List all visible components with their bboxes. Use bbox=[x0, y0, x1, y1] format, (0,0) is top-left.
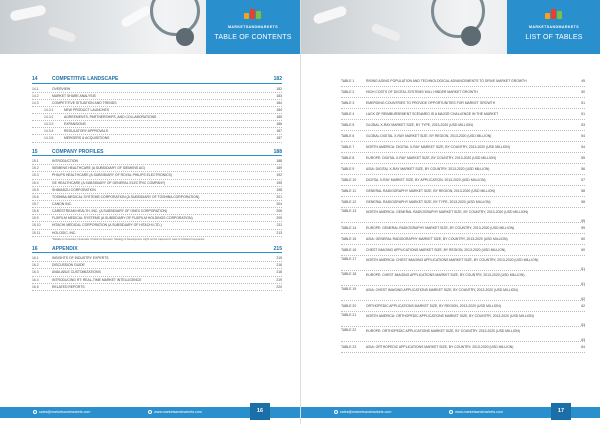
toc-section-page: 182 bbox=[273, 76, 282, 82]
toc-entry-title: AGREEMENTS, PARTNERSHIPS, AND COLLABORATIONS bbox=[64, 115, 157, 120]
table-number: TABLE 21 bbox=[341, 313, 357, 317]
table-caption: EMERGING COUNTRIES TO PROVIDE OPPORTUNITIES FOR MARKET GROWTH bbox=[366, 101, 496, 105]
toc-entry[interactable] bbox=[32, 201, 282, 208]
table-number: TABLE 20 bbox=[341, 304, 357, 308]
toc-entry-title: MERGERS & ACQUISITIONS bbox=[64, 136, 110, 141]
table-number: TABLE 10 bbox=[341, 178, 357, 182]
table-number: TABLE 3 bbox=[341, 101, 355, 105]
toc-entry-number: 15.8 bbox=[32, 209, 39, 214]
toc-entry-page: 204 bbox=[276, 201, 282, 206]
table-caption: EUROPE: GENERAL RADIOGRAPHY MARKET SIZE, BY COUNTRY, 2013-2020 (USD MILLION) bbox=[366, 226, 515, 230]
toc-entry[interactable] bbox=[32, 165, 282, 172]
toc-entry-number: 15.6 bbox=[32, 194, 39, 199]
toc-entry[interactable] bbox=[32, 277, 282, 284]
toc-section-number: 15 bbox=[32, 148, 38, 155]
table-list-entry[interactable] bbox=[341, 208, 585, 223]
stethoscope-head-image bbox=[176, 28, 194, 46]
table-caption: NORTH AMERICA: ORTHOPEDIC APPLICATIONS MARKET SIZE, BY COUNTRY, 2013-2020 (USD MILLION) bbox=[366, 314, 534, 318]
toc-entry-title: EXPANSIONS bbox=[64, 122, 86, 127]
brand-logo bbox=[206, 6, 300, 29]
table-number: TABLE 17 bbox=[341, 257, 357, 261]
table-caption: ORTHOPEDIC APPLICATIONS MARKET SIZE, BY REGION, 2013-2020 (USD MILLION) bbox=[366, 304, 501, 308]
toc-entry-page: 182 bbox=[276, 86, 282, 91]
toc-entry-number: 14.3.3 bbox=[44, 122, 54, 127]
toc-entry[interactable] bbox=[32, 86, 282, 93]
toc-entry[interactable] bbox=[32, 107, 282, 114]
mail-icon bbox=[33, 410, 37, 414]
toc-entry-number: 14.3.2 bbox=[44, 115, 54, 120]
table-number: TABLE 2 bbox=[341, 90, 355, 94]
table-caption: DIGITAL X-RAY MARKET SIZE, BY APPLICATION, 2013-2020 (USD MILLION) bbox=[366, 178, 486, 182]
table-list-entry[interactable] bbox=[341, 131, 585, 142]
toc-entry-number: 14.1 bbox=[32, 86, 39, 91]
toc-section-heading[interactable] bbox=[32, 246, 282, 254]
toc-entry-page: 219 bbox=[276, 277, 282, 282]
table-number: TABLE 9 bbox=[341, 167, 355, 171]
table-page: 59 bbox=[581, 226, 585, 230]
table-list-entry[interactable] bbox=[341, 164, 585, 175]
toc-entry-number: 14.2 bbox=[32, 93, 39, 98]
toc-entry[interactable] bbox=[32, 284, 282, 291]
toc-entry-number: 15.7 bbox=[32, 201, 39, 206]
table-list-entry[interactable] bbox=[341, 256, 585, 271]
table-caption: CHEST IMAGING APPLICATIONS MARKET SIZE, BY REGION, 2013-2020 (USD MILLION) bbox=[366, 248, 506, 252]
page-number: 17 bbox=[551, 403, 571, 420]
header-banner bbox=[0, 0, 300, 54]
table-list-entry[interactable] bbox=[341, 76, 585, 87]
table-page: 64 bbox=[581, 345, 585, 349]
toc-section-number: 14 bbox=[32, 76, 38, 82]
toc-section-title: APPENDIX bbox=[52, 245, 78, 252]
toc-entry-page: 184 bbox=[276, 107, 282, 112]
toc-entry-number: 14.3.5 bbox=[44, 136, 54, 141]
capsule-image bbox=[47, 26, 76, 43]
logo-mark-icon bbox=[545, 9, 563, 19]
table-page: 58 bbox=[581, 189, 585, 193]
table-number: TABLE 23 bbox=[341, 345, 357, 349]
page-title: LIST OF TABLES bbox=[525, 34, 583, 41]
page-footer bbox=[0, 407, 300, 418]
table-caption: ASIA: CHEST IMAGING APPLICATIONS MARKET SIZE, BY COUNTRY, 2013-2020 (USD MILLION) bbox=[366, 288, 518, 292]
logo-mark-icon bbox=[244, 9, 262, 19]
toc-entry[interactable] bbox=[32, 93, 282, 100]
footer-email[interactable] bbox=[334, 407, 391, 418]
table-number: TABLE 6 bbox=[341, 134, 355, 138]
table-number: TABLE 12 bbox=[341, 200, 357, 204]
table-list-entry[interactable] bbox=[341, 120, 585, 131]
toc-entry-title: COMPETITIVE SITUATION AND TRENDS bbox=[52, 100, 117, 105]
toc-entry-page: 201 bbox=[276, 194, 282, 199]
table-number: TABLE 15 bbox=[341, 237, 357, 241]
toc-entry-number: 15.10 bbox=[32, 223, 41, 228]
toc-entry-page: 209 bbox=[276, 216, 282, 221]
table-page: 51 bbox=[581, 101, 585, 105]
toc-entry[interactable] bbox=[32, 230, 282, 237]
toc-entry-page: 185 bbox=[276, 115, 282, 120]
toc-entry[interactable] bbox=[32, 121, 282, 128]
toc-entry[interactable] bbox=[32, 208, 282, 215]
page-footer bbox=[301, 407, 600, 418]
table-list-entry[interactable] bbox=[341, 142, 585, 153]
toc-entry-page: 186 bbox=[276, 122, 282, 127]
brand-logo bbox=[507, 6, 600, 29]
table-number: TABLE 22 bbox=[341, 328, 357, 332]
toc-entry[interactable] bbox=[32, 180, 282, 187]
table-number: TABLE 16 bbox=[341, 248, 357, 252]
toc-entry-page: 187 bbox=[276, 129, 282, 134]
toc-entry[interactable] bbox=[32, 158, 282, 165]
capsule-image bbox=[370, 23, 401, 43]
table-page: 49 bbox=[581, 79, 585, 83]
toc-entry-title: DISCUSSION GUIDE bbox=[52, 263, 85, 268]
title-box bbox=[507, 0, 600, 54]
capsule-image bbox=[9, 4, 46, 21]
table-list-entry[interactable] bbox=[341, 87, 585, 98]
table-caption: GLOBAL X-RAY MARKET SIZE, BY TYPE, 2013-2020 (USD MILLION) bbox=[366, 123, 473, 127]
stethoscope-head-image bbox=[461, 26, 481, 46]
toc-entry-title: RELATED REPORTS bbox=[52, 284, 85, 289]
toc-entry-number: 15.4 bbox=[32, 180, 39, 185]
table-number: TABLE 7 bbox=[341, 145, 355, 149]
toc-entry-title: NEW PRODUCT LAUNCHES bbox=[64, 107, 109, 112]
table-page: 60 bbox=[581, 237, 585, 241]
toc-entry-page: 188 bbox=[276, 159, 282, 164]
toc-entry-title: AVAILABLE CUSTOMIZATIONS bbox=[52, 270, 101, 275]
toc-section-page: 215 bbox=[273, 245, 282, 252]
table-caption: HIGH COSTS OF DIGITAL SYSTEMS WILL HINDER MARKET GROWTH bbox=[366, 90, 478, 94]
table-caption: NORTH AMERICA: GENERAL RADIOGRAPHY MARKET SIZE, BY COUNTRY, 2013-2020 (USD MILLION) bbox=[366, 210, 529, 214]
toc-entry-title: REGULATORY APPROVALS bbox=[64, 129, 108, 134]
page-number: 16 bbox=[250, 403, 270, 420]
brand-name: MARKETSANDMARKETS bbox=[227, 25, 279, 29]
toc-entry-number: 16.5 bbox=[32, 284, 39, 289]
toc-entry-title: INTRODUCTION bbox=[52, 159, 78, 164]
toc-entry-title: SIEMENS HEALTHCARE (A SUBSIDIARY OF SIEMENS AG) bbox=[52, 166, 145, 171]
globe-icon bbox=[148, 410, 152, 414]
table-caption: NORTH AMERICA: CHEST IMAGING APPLICATIONS MARKET SIZE, BY COUNTRY, 2013-2020 (USD MILLION) bbox=[366, 258, 539, 262]
header-banner bbox=[301, 0, 600, 54]
table-caption: ASIA: DIGITAL X-RAY MARKET SIZE, BY COUNTRY, 2013-2020 (USD MILLION) bbox=[366, 167, 490, 171]
toc-entry[interactable] bbox=[32, 187, 282, 194]
table-number: TABLE 1 bbox=[341, 79, 355, 83]
footer-website-text: www.marketsandmarkets.com bbox=[154, 410, 202, 414]
toc-section-page: 188 bbox=[273, 148, 282, 155]
title-box bbox=[206, 0, 300, 54]
toc-entry[interactable] bbox=[32, 128, 282, 135]
toc-entry-title: INSIGHTS OF INDUSTRY EXPERTS bbox=[52, 256, 109, 261]
toc-entry-number: 15.5 bbox=[32, 187, 39, 192]
toc-entry-page: 215 bbox=[276, 256, 282, 261]
toc-entry-number: 15.2 bbox=[32, 166, 39, 171]
table-list-entry[interactable] bbox=[341, 301, 585, 312]
table-number: TABLE 8 bbox=[341, 156, 355, 160]
toc-entry-page: 183 bbox=[276, 93, 282, 98]
footer-website[interactable] bbox=[449, 407, 503, 418]
table-caption: NORTH AMERICA: DIGITAL X-RAY MARKET SIZE, BY COUNTRY, 2013-2020 (USD MILLION) bbox=[366, 145, 510, 149]
table-caption: EUROPE: CHEST IMAGING APPLICATIONS MARKET SIZE, BY COUNTRY, 2013-2020 (USD MILLION) bbox=[366, 273, 525, 277]
table-page: 56 bbox=[581, 167, 585, 171]
table-list-entry[interactable] bbox=[341, 342, 585, 353]
table-list-entry[interactable] bbox=[341, 197, 585, 208]
table-page: 58 bbox=[581, 200, 585, 204]
table-page: 63 bbox=[581, 323, 585, 327]
toc-section-title: COMPANY PROFILES bbox=[52, 148, 104, 155]
toc-entry-title: PHILIPS HEALTHCARE (A SUBSIDIARY OF ROYAL PHILIPS ELECTRONICS) bbox=[52, 173, 172, 178]
toc-entry-page: 220 bbox=[276, 284, 282, 289]
toc-entry-page: 213 bbox=[276, 230, 282, 235]
table-number: TABLE 19 bbox=[341, 287, 357, 291]
footer-email-text: sales@marketsandmarkets.com bbox=[39, 410, 91, 414]
toc-entry-number: 16.4 bbox=[32, 277, 39, 282]
toc-list bbox=[32, 76, 282, 297]
table-page: 54 bbox=[581, 134, 585, 138]
footer-website[interactable] bbox=[148, 407, 202, 418]
table-page: 59 bbox=[581, 219, 585, 223]
toc-entry-number: 14.3.4 bbox=[44, 129, 54, 134]
footer-website-text: www.marketsandmarkets.com bbox=[455, 410, 503, 414]
brand-name: MARKETSANDMARKETS bbox=[528, 25, 580, 29]
right-page bbox=[300, 0, 600, 424]
toc-entry-number: 14.3 bbox=[32, 100, 39, 105]
table-page: 62 bbox=[581, 297, 585, 301]
table-list-entry[interactable] bbox=[341, 327, 585, 342]
table-caption: ASIA: GENERAL RADIOGRAPHY MARKET SIZE, BY COUNTRY, 2013-2020 (USD MILLION) bbox=[366, 237, 508, 241]
table-page: 54 bbox=[581, 145, 585, 149]
stethoscope-image bbox=[150, 0, 200, 36]
table-list-entry[interactable] bbox=[341, 109, 585, 120]
table-number: TABLE 5 bbox=[341, 123, 355, 127]
table-page: 55 bbox=[581, 156, 585, 160]
table-caption: RISING AGING POPULATION AND TECHNOLOGICAL ADVANCEMENTS TO DRIVE MARKET GROWTH bbox=[366, 79, 527, 83]
toc-entry[interactable] bbox=[32, 222, 282, 229]
toc-entry-page: 198 bbox=[276, 187, 282, 192]
toc-entry-page: 211 bbox=[276, 223, 282, 228]
toc-entry-title: HITACHI MEDICAL CORPORATION (A SUBSIDIARY OF HITACHI LTD.) bbox=[52, 223, 162, 228]
table-list-entry[interactable] bbox=[341, 245, 585, 256]
table-number: TABLE 14 bbox=[341, 226, 357, 230]
table-page: 53 bbox=[581, 123, 585, 127]
globe-icon bbox=[449, 410, 453, 414]
toc-entry[interactable] bbox=[32, 262, 282, 269]
table-caption: GLOBAL DIGITAL X-RAY MARKET SIZE, BY REGION, 2013-2020 (USD MILLION) bbox=[366, 134, 492, 138]
table-list-entry[interactable] bbox=[341, 175, 585, 186]
toc-entry[interactable] bbox=[32, 194, 282, 201]
toc-entry-page: 192 bbox=[276, 173, 282, 178]
table-caption: GENERAL RADIOGRAPHY MARKET SIZE, BY TYPE, 2013-2020 (USD MILLION) bbox=[366, 200, 491, 204]
toc-entry-title: MARKET SHARE ANALYSIS bbox=[52, 93, 96, 98]
mail-icon bbox=[334, 410, 338, 414]
toc-footnote: *Details on Overview, Financials, Product & Services, Strategy & Development might not be Captured in case of Unlisted Companies. bbox=[52, 237, 205, 241]
table-number: TABLE 13 bbox=[341, 209, 357, 213]
table-number: TABLE 11 bbox=[341, 189, 356, 193]
table-page: 57 bbox=[581, 178, 585, 182]
toc-entry-number: 15.9 bbox=[32, 216, 39, 221]
toc-entry-title: OVERVIEW bbox=[52, 86, 71, 91]
table-list-entry[interactable] bbox=[341, 234, 585, 245]
list-of-tables bbox=[341, 76, 585, 353]
toc-entry-number: 15.11 bbox=[32, 230, 41, 235]
toc-entry-title: INTRODUCING RT: REAL-TIME MARKET INTELLIGENCE bbox=[52, 277, 142, 282]
toc-entry[interactable] bbox=[32, 255, 282, 262]
table-list-entry[interactable] bbox=[341, 186, 585, 197]
toc-entry-number: 15.1 bbox=[32, 159, 39, 164]
toc-entry-title: HOLOGIC, INC. bbox=[52, 230, 77, 235]
toc-section-heading[interactable] bbox=[32, 76, 282, 84]
table-page: 50 bbox=[581, 90, 585, 94]
toc-entry-number: 16.3 bbox=[32, 270, 39, 275]
table-caption: GENERAL RADIOGRAPHY MARKET SIZE, BY REGION, 2013-2020 (USD MILLION) bbox=[366, 189, 496, 193]
toc-entry-title: CARESTREAM HEALTH, INC. (A SUBSIDIARY OF ONEX CORPORATION) bbox=[52, 209, 168, 214]
toc-entry-page: 216 bbox=[276, 263, 282, 268]
capsule-image bbox=[312, 5, 347, 25]
toc-entry[interactable] bbox=[32, 215, 282, 222]
table-list-entry[interactable] bbox=[341, 153, 585, 164]
toc-entry[interactable] bbox=[32, 269, 282, 276]
toc-entry-page: 189 bbox=[276, 166, 282, 171]
toc-entry-number: 16.2 bbox=[32, 263, 39, 268]
toc-section-number: 16 bbox=[32, 245, 38, 252]
toc-entry-page: 218 bbox=[276, 270, 282, 275]
toc-entry-title: SHIMADZU CORPORATION bbox=[52, 187, 96, 192]
table-list-entry[interactable] bbox=[341, 223, 585, 234]
table-page: 51 bbox=[581, 112, 585, 116]
table-number: TABLE 4 bbox=[341, 112, 355, 116]
footer-email-text: sales@marketsandmarkets.com bbox=[340, 410, 392, 414]
table-page: 61 bbox=[581, 282, 585, 286]
toc-entry-title: GE HEALTHCARE (A SUBSIDIARY OF GENERAL ELECTRIC COMPANY) bbox=[52, 180, 166, 185]
toc-entry[interactable] bbox=[32, 135, 282, 142]
table-page: 60 bbox=[581, 248, 585, 252]
toc-section-title: COMPETITIVE LANDSCAPE bbox=[52, 76, 119, 82]
toc-spacer bbox=[32, 291, 282, 297]
toc-entry[interactable] bbox=[32, 100, 282, 107]
table-page: 63 bbox=[581, 338, 585, 342]
toc-entry-title: TOSHIBA MEDICAL SYSTEMS CORPORATION (A SUBSIDIARY OF TOSHIBA CORPORATION) bbox=[52, 194, 200, 199]
table-list-entry[interactable] bbox=[341, 286, 585, 301]
table-caption: LACK OF REIMBURSEMENT SCENARIO IS A MAJOR CHALLENGE IN THE MARKET bbox=[366, 112, 499, 116]
table-list-entry[interactable] bbox=[341, 98, 585, 109]
table-list-entry[interactable] bbox=[341, 312, 585, 327]
table-number: TABLE 18 bbox=[341, 272, 357, 276]
table-list-entry[interactable] bbox=[341, 271, 585, 286]
toc-entry[interactable] bbox=[32, 172, 282, 179]
toc-entry-number: 14.3.1 bbox=[44, 107, 54, 112]
table-caption: ASIA: ORTHOPEDIC APPLICATIONS MARKET SIZE, BY COUNTRY, 2013-2020 (USD MILLION) bbox=[366, 345, 514, 349]
table-caption: EUROPE: ORTHOPEDIC APPLICATIONS MARKET SIZE, BY COUNTRY, 2013-2020 (USD MILLION) bbox=[366, 329, 520, 333]
toc-section-heading[interactable] bbox=[32, 149, 282, 157]
table-caption: EUROPE: DIGITAL X-RAY MARKET SIZE, BY COUNTRY, 2013-2020 (USD MILLION) bbox=[366, 156, 497, 160]
toc-entry-page: 184 bbox=[276, 100, 282, 105]
toc-entry-page: 195 bbox=[276, 180, 282, 185]
toc-entry-number: 15.3 bbox=[32, 173, 39, 178]
table-page: 61 bbox=[581, 267, 585, 271]
page-title: TABLE OF CONTENTS bbox=[214, 34, 292, 41]
capsule-image bbox=[120, 5, 152, 29]
toc-entry-page: 206 bbox=[276, 209, 282, 214]
toc-entry[interactable] bbox=[32, 114, 282, 121]
toc-entry-title: FUJIFILM MEDICAL SYSTEMS (A SUBSIDIARY OF FUJIFILM HOLDINGS CORPORATION) bbox=[52, 216, 193, 221]
table-page: 62 bbox=[581, 304, 585, 308]
toc-entry-page: 187 bbox=[276, 136, 282, 141]
toc-entry-title: CANON INC. bbox=[52, 201, 72, 206]
footer-email[interactable] bbox=[33, 407, 90, 418]
toc-entry-number: 16.1 bbox=[32, 256, 39, 261]
